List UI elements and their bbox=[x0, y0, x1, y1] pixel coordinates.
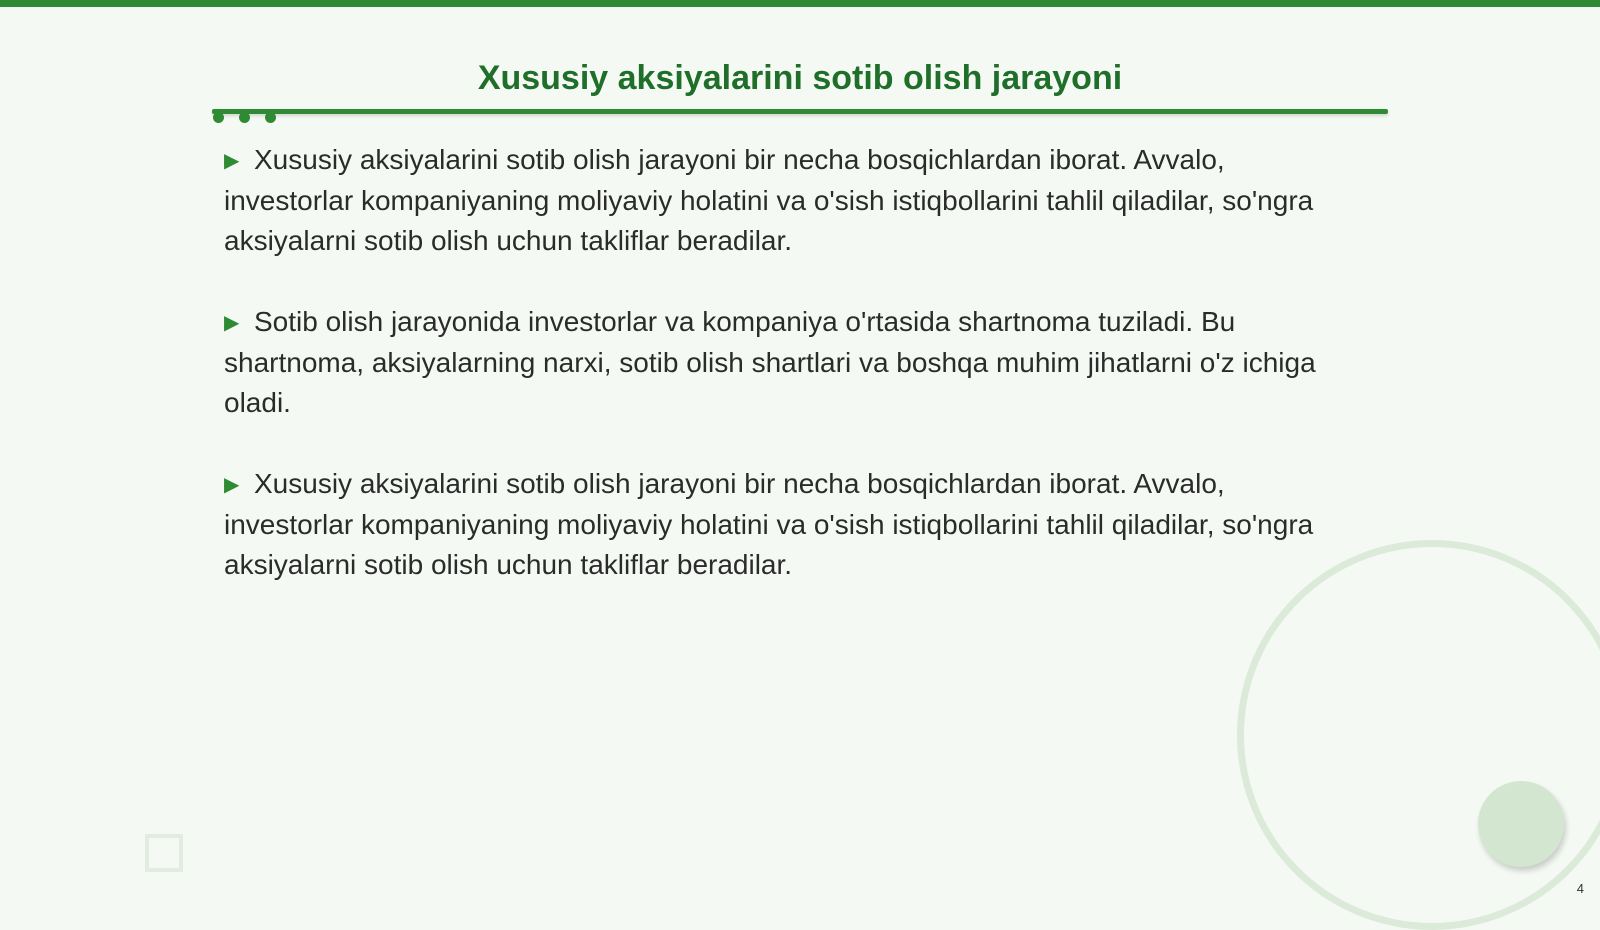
slide-title: Xususiy aksiyalarini sotib olish jarayoni bbox=[477, 59, 1123, 97]
title-underline bbox=[212, 109, 1388, 114]
bullet-list bbox=[224, 140, 1354, 626]
decorative-dot bbox=[239, 112, 250, 123]
decorative-square bbox=[145, 834, 183, 872]
bullet-text: Xususiy aksiyalarini sotib olish jarayoni bir necha bosqichlardan iborat. Avvalo, investorlar kompaniyaning moliyaviy holatini va o'sish istiqbollarini tahlil qiladilar, so'ngra aksiyalarni sotib olish uchun takliflar beradilar. bbox=[224, 144, 1314, 256]
bullet-item-3 bbox=[224, 464, 1354, 585]
triangle-bullet-icon: ▶ bbox=[224, 474, 240, 496]
bullet-item-1 bbox=[224, 140, 1354, 261]
decorative-ring bbox=[1237, 540, 1600, 930]
decorative-circle bbox=[1478, 781, 1564, 867]
triangle-bullet-icon: ▶ bbox=[224, 312, 240, 334]
bullet-text: Sotib olish jarayonida investorlar va kompaniya o'rtasida shartnoma tuziladi. Bu shartnoma, aksiyalarning narxi, sotib olish shartlari va boshqa muhim jihatlarni o'z ichiga oladi. bbox=[224, 306, 1316, 418]
decorative-dot bbox=[265, 112, 276, 123]
top-accent-bar bbox=[0, 0, 1600, 7]
triangle-bullet-icon: ▶ bbox=[224, 150, 240, 172]
decorative-dot bbox=[213, 112, 224, 123]
bullet-item-2 bbox=[224, 302, 1354, 423]
bullet-text: Xususiy aksiyalarini sotib olish jarayoni bir necha bosqichlardan iborat. Avvalo, investorlar kompaniyaning moliyaviy holatini va o'sish istiqbollarini tahlil qiladilar, so'ngra aksiyalarni sotib olish uchun takliflar beradilar. bbox=[224, 468, 1314, 580]
page-number: 4 bbox=[1576, 881, 1584, 896]
